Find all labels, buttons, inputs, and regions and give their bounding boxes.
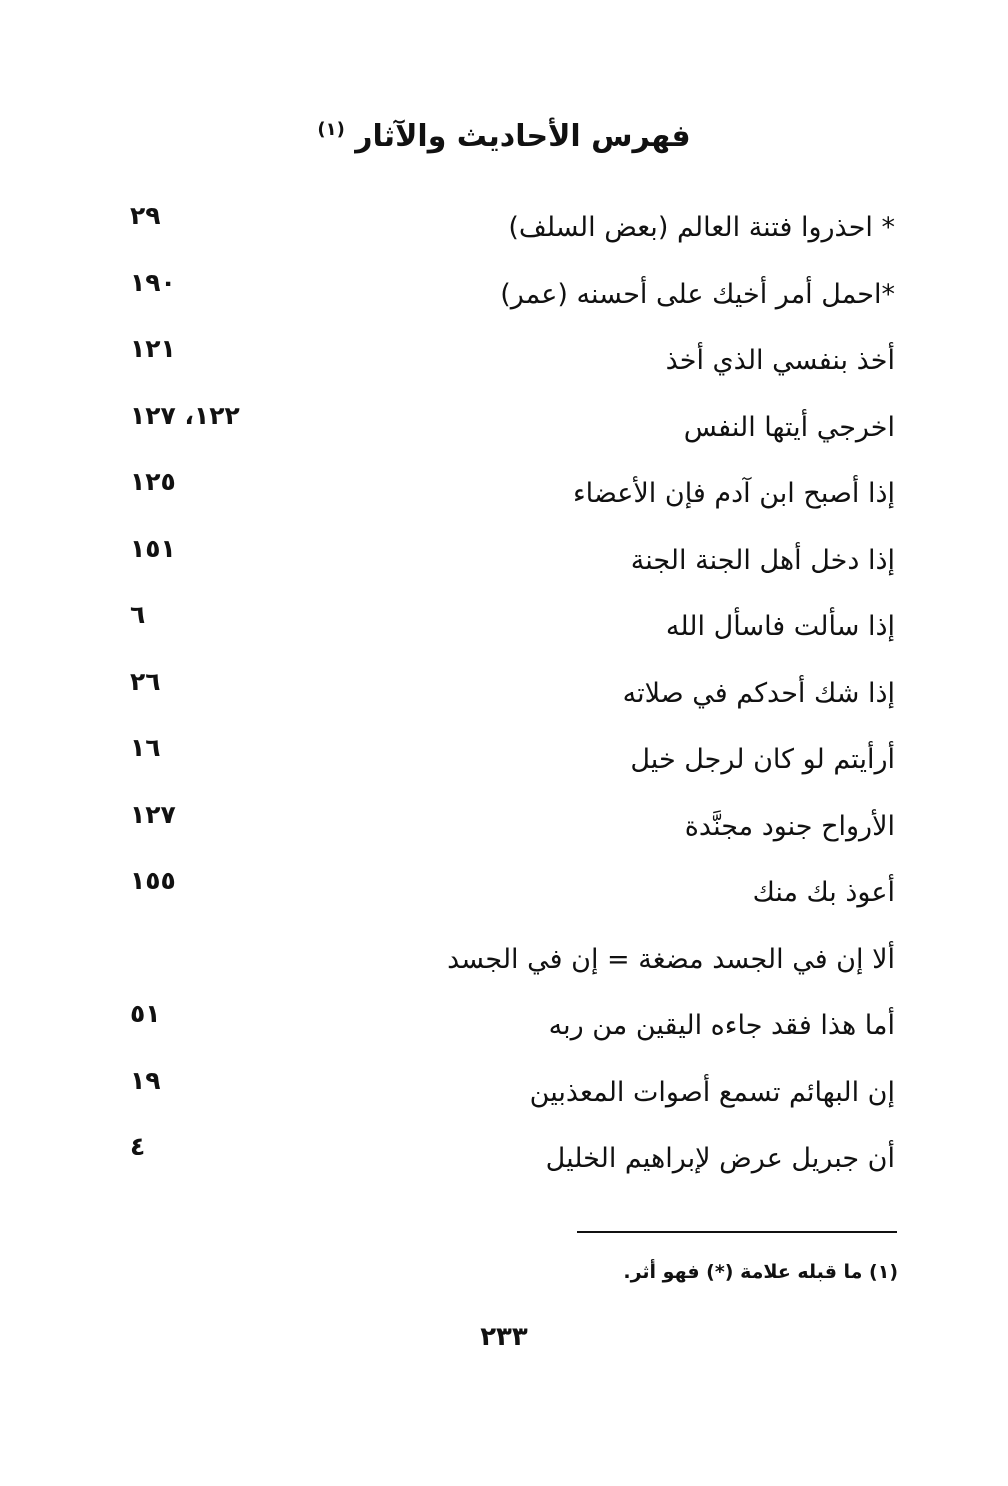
entry-text: * احذروا فتنة العالم (بعض السلف) bbox=[508, 212, 895, 243]
entry-page-numbers: ٤ bbox=[130, 1132, 146, 1161]
entry-text: الأرواح جنود مجنَّدة bbox=[684, 810, 895, 842]
index-entry bbox=[120, 996, 895, 1063]
footnote-reference: (١) bbox=[317, 119, 345, 140]
entry-page-numbers: ١٦ bbox=[130, 733, 161, 762]
entry-text: *احمل أمر أخيك على أحسنه (عمر) bbox=[500, 278, 895, 310]
entry-page-numbers: ١٥٥ bbox=[130, 866, 176, 895]
entry-page-numbers: ١٥١ bbox=[130, 533, 176, 563]
entry-text: أن جبريل عرض لإبراهيم الخليل bbox=[545, 1143, 895, 1174]
index-entry bbox=[120, 331, 895, 398]
index-entry bbox=[120, 398, 895, 465]
entry-text: إذا شك أحدكم في صلاته bbox=[622, 677, 895, 709]
entry-page-numbers: ٥١ bbox=[130, 999, 161, 1028]
footnote-divider bbox=[577, 1231, 897, 1233]
index-entry bbox=[120, 265, 895, 332]
entry-page-numbers: ١٢١ bbox=[130, 334, 176, 363]
entry-text: أرأيتم لو كان لرجل خيل bbox=[630, 744, 895, 775]
index-entry bbox=[120, 464, 895, 531]
page-title-text: فهرس الأحاديث والآثار bbox=[355, 119, 691, 154]
index-entry bbox=[120, 664, 895, 731]
index-entry bbox=[120, 930, 895, 997]
entry-text: أما هذا فقد جاءه اليقين من ربه bbox=[548, 1010, 895, 1041]
index-entry bbox=[120, 597, 895, 664]
index-entry bbox=[120, 730, 895, 797]
entry-page-numbers: ١٢٧ bbox=[130, 799, 176, 829]
entry-text: إن البهائم تسمع أصوات المعذبين bbox=[529, 1076, 895, 1108]
entry-page-numbers: ١٢٥ bbox=[130, 467, 176, 496]
entry-text: أعوذ بك منك bbox=[752, 877, 895, 908]
entry-text: إذا أصبح ابن آدم فإن الأعضاء bbox=[572, 478, 895, 509]
index-entry bbox=[120, 198, 895, 265]
entry-page-numbers: ٢٩ bbox=[130, 201, 161, 230]
entry-page-numbers: ٦ bbox=[130, 600, 146, 629]
page-number: ٢٣٣ bbox=[480, 1322, 528, 1352]
entry-page-numbers: ١٩ bbox=[130, 1065, 161, 1095]
entry-text: ألا إن في الجسد مضغة = إن في الجسد bbox=[447, 943, 895, 975]
index-entry bbox=[120, 797, 895, 864]
index-entry bbox=[120, 1063, 895, 1130]
entry-page-numbers: ١٢٢، ١٢٧ bbox=[130, 400, 240, 430]
page-title bbox=[0, 108, 1008, 159]
entry-text: إذا دخل أهل الجنة الجنة bbox=[630, 544, 895, 576]
index-entry bbox=[120, 863, 895, 930]
entry-page-numbers: ١٩٠ bbox=[130, 267, 176, 297]
entry-text: إذا سألت فاسأل الله bbox=[665, 611, 895, 642]
index-entry bbox=[120, 531, 895, 598]
entry-text: أخذ بنفسي الذي أخذ bbox=[665, 345, 895, 376]
index-entries-list bbox=[120, 198, 895, 1196]
entry-page-numbers: ٢٦ bbox=[130, 666, 161, 696]
footnote: (١) ما قبله علامة (*) فهو أثر. bbox=[623, 1261, 898, 1283]
entry-text: اخرجي أيتها النفس bbox=[683, 411, 895, 443]
index-entry bbox=[120, 1129, 895, 1196]
